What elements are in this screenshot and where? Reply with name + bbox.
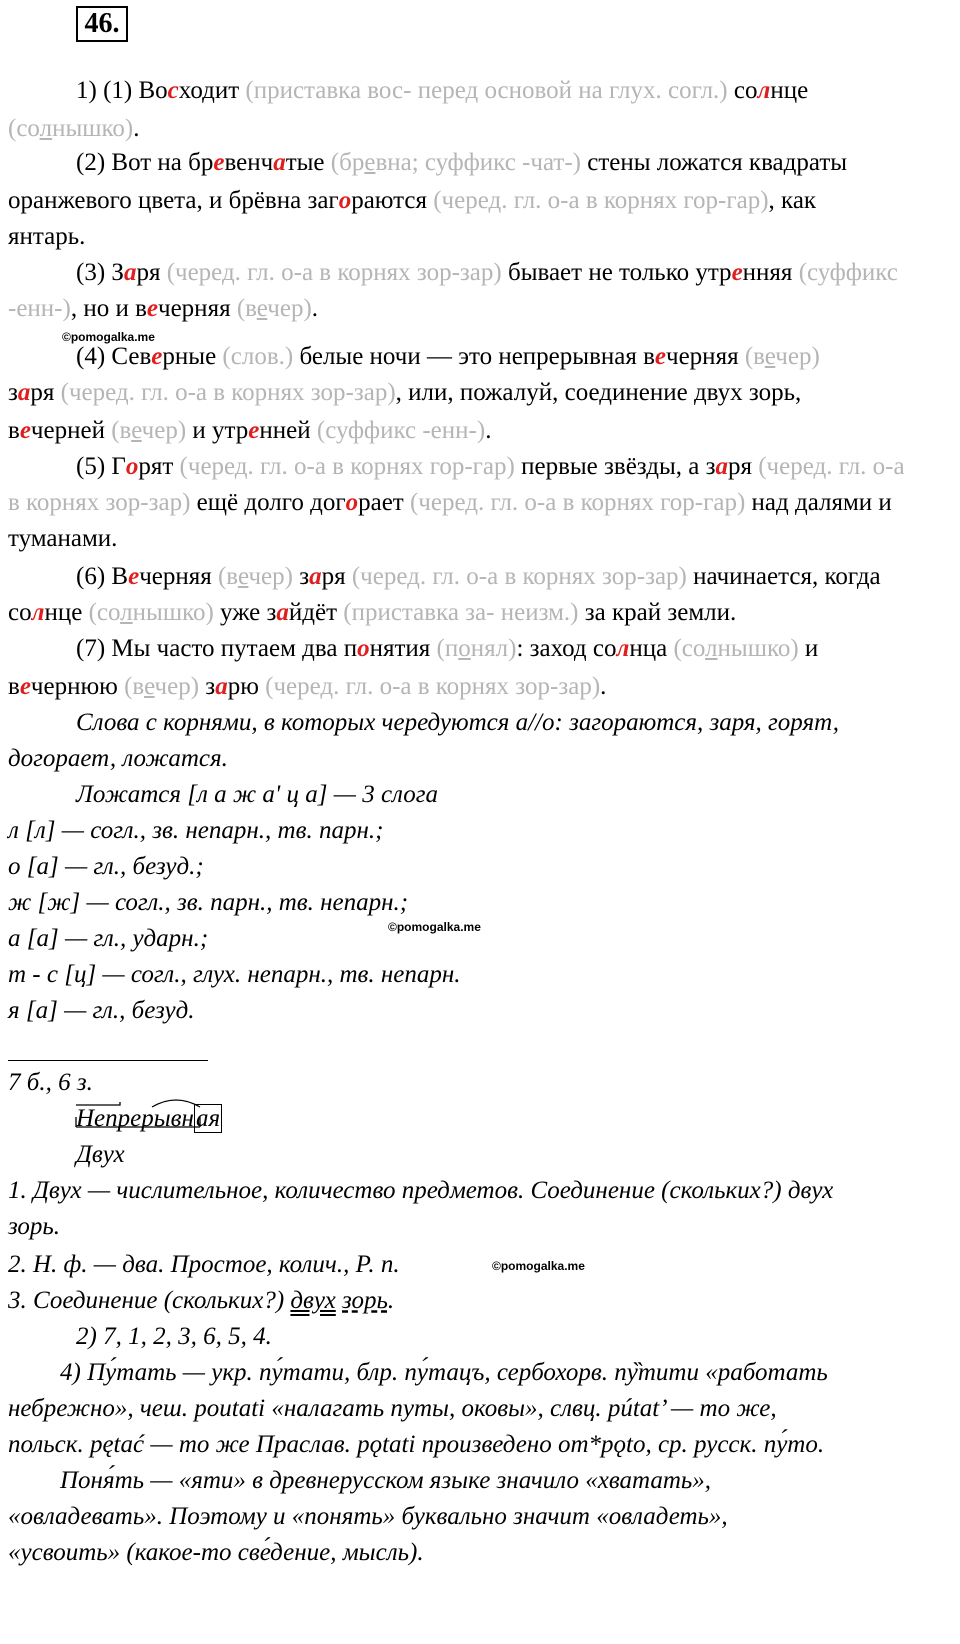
- sentence-4-line-2: заря (черед. гл. о-а в корнях зор-зар), или, пожалуй, соединение двух зорь,: [8, 379, 802, 406]
- watermark: ©pomogalka.me: [492, 1259, 585, 1273]
- analysis-line: я [а] — гл., безуд.: [8, 997, 195, 1024]
- ending: ая: [195, 1105, 221, 1132]
- analysis-line: а [а] — гл., ударн.;: [8, 925, 209, 952]
- sentence-3-line-2: -енн-), но и вечерняя (вечер).: [8, 295, 319, 322]
- prefix: Непре: [76, 1105, 142, 1132]
- sentence-7-line-1: (7) Мы часто путаем два понятия (понял): заход солнца (солнышко) и: [76, 635, 819, 662]
- item-2: 2. Н. ф. — два. Простое, колич., Р. п.: [8, 1251, 400, 1278]
- root: рывн: [141, 1105, 194, 1132]
- task-4-line-6: «усвоить» (какое-то све́дение, мысль).: [8, 1539, 424, 1566]
- sentence-5-line-1: (5) Горят (черед. гл. о-а в корнях гор-гар) первые звёзды, а заря (черед. гл. о-а: [76, 453, 905, 480]
- sentence-2-line-1: (2) Вот на бревенчатые (бревна; суффикс -чат-) стены ложатся квадраты: [76, 149, 848, 176]
- item-3: 3. Соединение (скольких?) двух зорь.: [8, 1287, 395, 1314]
- task-4-line-5: «овладевать». Поэтому и «понять» буквально значит «овладеть»,: [8, 1503, 728, 1530]
- sentence-4-line-3: вечерней (вечер) и утренней (суффикс -енн-).: [8, 417, 492, 444]
- analysis-line: Ложатся [л а ж а' ц а] — 3 слога: [76, 781, 438, 808]
- exercise-number: 46.: [76, 6, 128, 42]
- watermark: ©pomogalka.me: [388, 920, 481, 934]
- sentence-5-line-3: туманами.: [8, 525, 118, 552]
- task-2: 2) 7, 1, 2, 3, 6, 5, 4.: [76, 1323, 272, 1350]
- analysis-line: о [а] — гл., безуд.;: [8, 853, 204, 880]
- divider: [8, 1060, 208, 1061]
- sentence-6-line-2: солнце (солнышко) уже зайдёт (приставка за- неизм.) за край земли.: [8, 599, 737, 626]
- item-1-line-2: зорь.: [8, 1213, 61, 1240]
- sentence-5-line-2: в корнях зор-зар) ещё долго догорает (черед. гл. о-а в корнях гор-гар) над далями и: [8, 489, 892, 516]
- sentence-1-line-1: 1) (1) Восходит (приставка вос- перед основой на глух. согл.) солнце: [76, 77, 809, 104]
- sentence-2-line-2: оранжевого цвета, и брёвна загораются (черед. гл. о-а в корнях гор-гар), как: [8, 187, 817, 214]
- task-4-line-4: Поня́ть — «яти» в древнерусском языке значило «хватать»,: [60, 1467, 712, 1494]
- task-4-line-2: небрежно», чеш. poutati «налагать путы, оковы», слвц. pútat’ — то же,: [8, 1395, 777, 1422]
- analysis-line: догорает, ложатся.: [8, 745, 228, 772]
- watermark: ©pomogalka.me: [62, 330, 155, 344]
- word-2: Двух: [76, 1141, 125, 1168]
- sentence-1-line-2: (солнышко).: [8, 115, 140, 142]
- syllables-count: 7 б., 6 з.: [8, 1069, 93, 1096]
- sentence-6-line-1: (6) Вечерняя (вечер) заря (черед. гл. о-а в корнях зор-зар) начинается, когда: [76, 563, 881, 590]
- sentence-2-line-3: янтарь.: [8, 223, 86, 250]
- morpheme-marks: [76, 1099, 236, 1133]
- sentence-7-line-2: вечернюю (вечер) зарю (черед. гл. о-а в корнях зор-зар).: [8, 673, 607, 700]
- sentence-3-line-1: (3) Заря (черед. гл. о-а в корнях зор-зар) бывает не только утренняя (суффикс: [76, 259, 898, 286]
- analysis-line: т - с [ц] — согл., глух. непарн., тв. непарн.: [8, 961, 461, 988]
- morphemic-word: [76, 1104, 222, 1134]
- item-1-line-1: 1. Двух — числительное, количество предметов. Соединение (скольких?) двух: [8, 1177, 834, 1204]
- analysis-line: л [л] — согл., зв. непарн., тв. парн.;: [8, 817, 384, 844]
- sentence-4-line-1: (4) Северные (слов.) белые ночи — это непрерывная вечерняя (вечер): [76, 343, 820, 370]
- analysis-line: Слова с корнями, в которых чередуются а//о: загораются, заря, горят,: [76, 709, 840, 736]
- task-4-line-1: 4) Пу́тать — укр. пу́тати, блр. пу́тацъ, сербохорв. пу̏тити «работать: [60, 1359, 828, 1386]
- task-4-line-3: польск. pętać — то же Праслав. pǫtati произведено от*pǫto, ср. русск. пу́то.: [8, 1431, 825, 1458]
- analysis-line: ж [ж] — согл., зв. парн., тв. непарн.;: [8, 889, 409, 916]
